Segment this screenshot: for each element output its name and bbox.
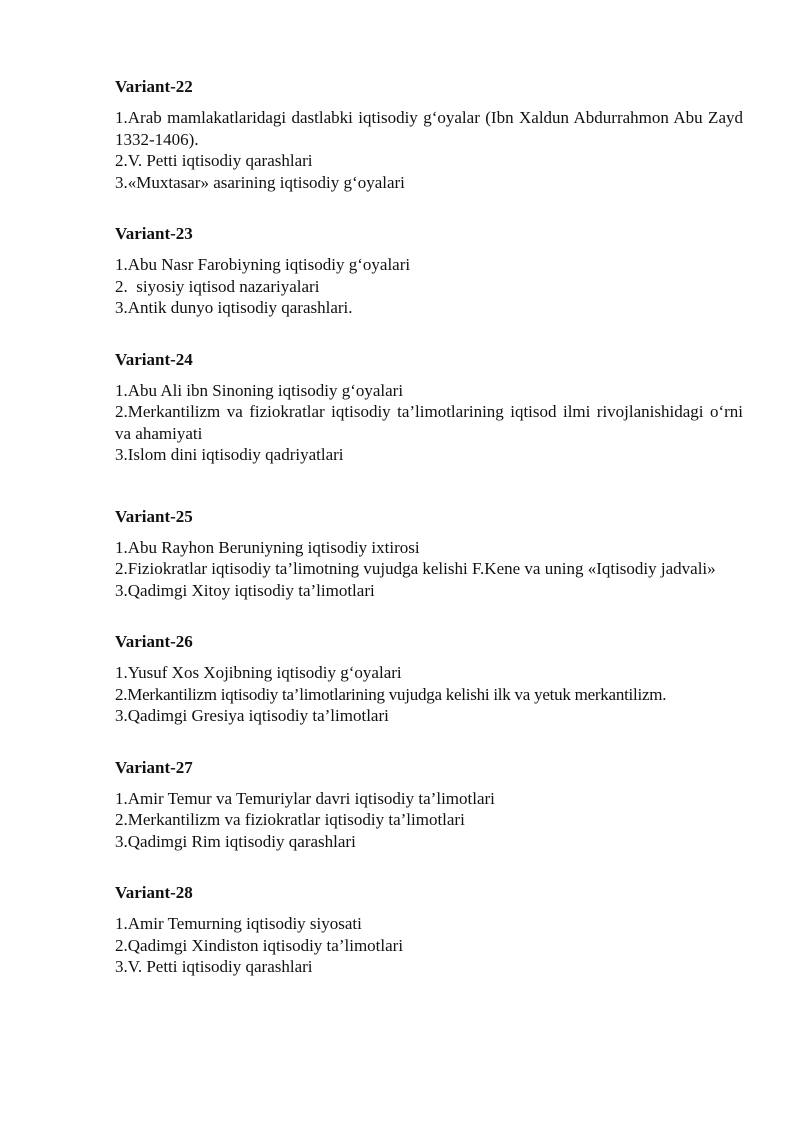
- list-item: 1.Yusuf Xos Xojibning iqtisodiy g‘oyalari: [115, 663, 402, 682]
- variant-title: Variant-23: [115, 224, 193, 243]
- list-item: 3.Qadimgi Gresiya iqtisodiy ta’limotlari: [115, 706, 389, 725]
- list-item: 3.Antik dunyo iqtisodiy qarashlari.: [115, 298, 353, 317]
- variant-title: Variant-27: [115, 757, 193, 777]
- variant-title: Variant-28: [115, 883, 193, 902]
- variant-title: Variant-26: [115, 632, 193, 651]
- list-item: 3.V. Petti iqtisodiy qarashlari: [115, 957, 313, 976]
- list-item: 2.Qadimgi Xindiston iqtisodiy ta’limotlari: [115, 935, 404, 955]
- variant-23-section: [115, 223, 743, 319]
- list-item: 1.Abu Nasr Farobiyning iqtisodiy g‘oyalari: [115, 255, 411, 274]
- variant-24-section: [115, 349, 743, 466]
- list-item: 2.Merkantilizm va fiziokratlar iqtisodiy ta’limotlari: [115, 810, 465, 829]
- list-item: 3.Qadimgi Rim iqtisodiy qarashlari: [115, 831, 356, 851]
- variant-25-section: [115, 506, 743, 602]
- variant-title: Variant-25: [115, 506, 193, 526]
- variant-27-section: [115, 757, 743, 853]
- variant-title: Variant-22: [115, 77, 193, 96]
- list-item: 1.Amir Temurning iqtisodiy siyosati: [115, 914, 362, 933]
- variant-22-section: [115, 76, 743, 193]
- list-item: 2. siyosiy iqtisod nazariyalari: [115, 276, 320, 296]
- variant-28-section: [115, 882, 743, 978]
- list-item: 3.Islom dini iqtisodiy qadriyatlari: [115, 445, 344, 464]
- list-item: 3.«Muxtasar» asarining iqtisodiy g‘oyalari: [115, 172, 405, 192]
- list-item: 3.Qadimgi Xitoy iqtisodiy ta’limotlari: [115, 580, 375, 600]
- list-item: 2.Merkantilizm va fiziokratlar iqtisodiy ta’limotlarining iqtisod ilmi rivojlanishidagi o‘rni va ahamiyati: [115, 402, 743, 443]
- list-item: 1.Abu Rayhon Beruniyning iqtisodiy ixtirosi: [115, 537, 420, 557]
- document-content: [115, 76, 743, 978]
- variant-26-section: [115, 631, 743, 727]
- list-item: 1.Amir Temur va Temuriylar davri iqtisodiy ta’limotlari: [115, 788, 495, 808]
- variant-title: Variant-24: [115, 349, 193, 369]
- list-item: 2.Merkantilizm iqtisodiy ta’limotlarining vujudga kelishi ilk va yetuk merkantilizm.: [115, 684, 667, 704]
- list-item: 2.V. Petti iqtisodiy qarashlari: [115, 151, 313, 170]
- list-item: 2.Fiziokratlar iqtisodiy ta’limotning vujudga kelishi F.Kene va uning «Iqtisodiy jadvali»: [115, 559, 716, 578]
- list-item: 1.Abu Ali ibn Sinoning iqtisodiy g‘oyalari: [115, 380, 404, 400]
- list-item: 1.Arab mamlakatlaridagi dastlabki iqtisodiy g‘oyalar (Ibn Xaldun Abdurrahmon Abu Zayd 1332-1406).: [115, 108, 743, 149]
